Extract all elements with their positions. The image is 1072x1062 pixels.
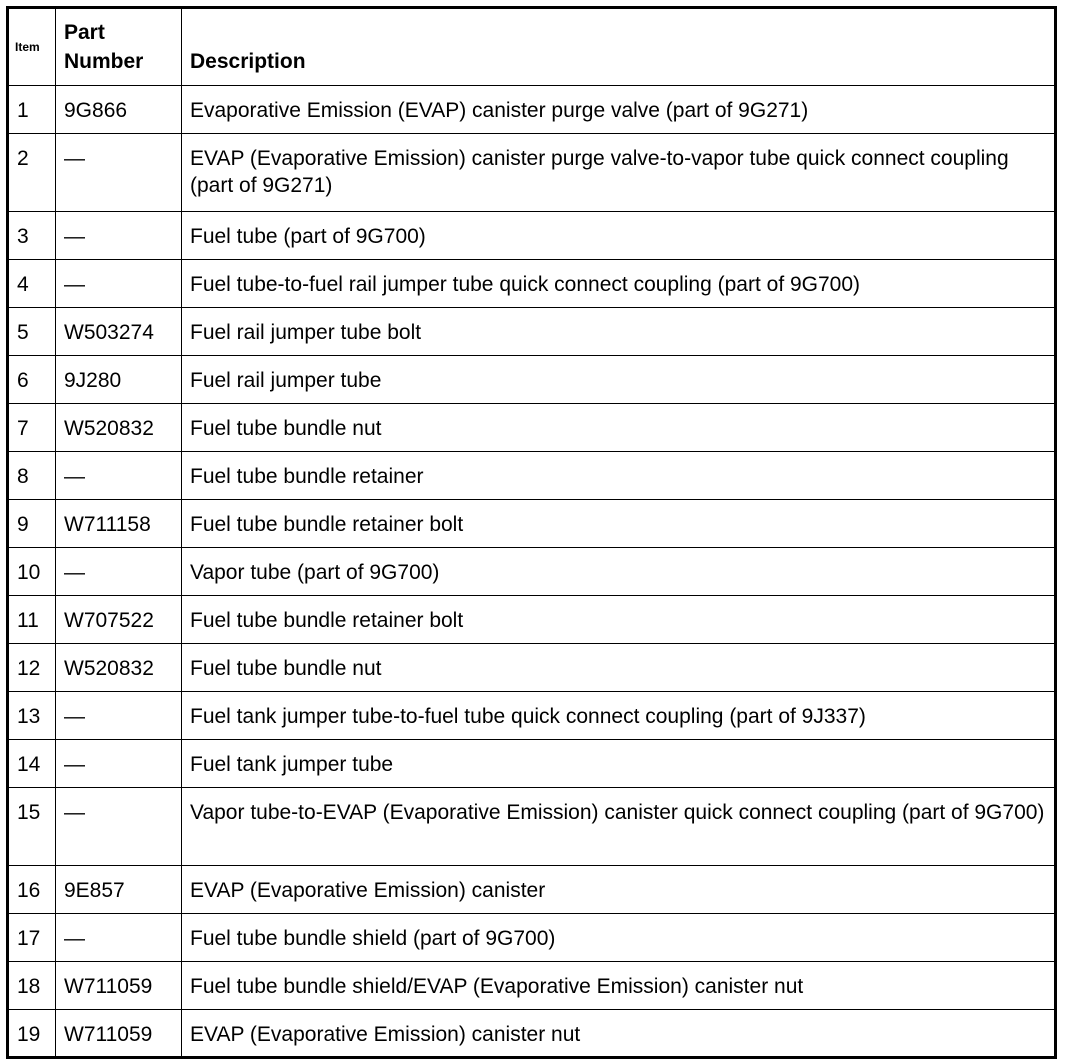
description-cell: Fuel tube bundle retainer bolt <box>182 500 1056 548</box>
item-cell: 12 <box>8 644 56 692</box>
table-row <box>8 866 1056 914</box>
description-cell: Fuel rail jumper tube bolt <box>182 308 1056 356</box>
part-number-cell: W520832 <box>56 644 182 692</box>
item-cell: 19 <box>8 1010 56 1058</box>
column-header-item: Item <box>8 8 56 86</box>
description-cell: EVAP (Evaporative Emission) canister <box>182 866 1056 914</box>
part-number-cell: 9J280 <box>56 356 182 404</box>
table-row <box>8 212 1056 260</box>
part-number-cell: 9E857 <box>56 866 182 914</box>
item-cell: 14 <box>8 740 56 788</box>
table-body <box>8 86 1056 1058</box>
description-cell: EVAP (Evaporative Emission) canister purge valve-to-vapor tube quick connect coupling (part of 9G271) <box>182 134 1056 212</box>
description-cell: Fuel tube bundle retainer bolt <box>182 596 1056 644</box>
table-row <box>8 914 1056 962</box>
table-row <box>8 452 1056 500</box>
part-number-cell: W707522 <box>56 596 182 644</box>
description-cell: Fuel tube bundle nut <box>182 404 1056 452</box>
part-number-cell: W711158 <box>56 500 182 548</box>
item-cell: 5 <box>8 308 56 356</box>
part-number-cell: — <box>56 260 182 308</box>
part-number-cell: W711059 <box>56 1010 182 1058</box>
part-number-cell: W520832 <box>56 404 182 452</box>
item-cell: 3 <box>8 212 56 260</box>
description-cell: EVAP (Evaporative Emission) canister nut <box>182 1010 1056 1058</box>
table-row <box>8 356 1056 404</box>
item-cell: 6 <box>8 356 56 404</box>
table-row <box>8 692 1056 740</box>
table-row <box>8 596 1056 644</box>
table-row <box>8 740 1056 788</box>
item-cell: 11 <box>8 596 56 644</box>
item-cell: 17 <box>8 914 56 962</box>
item-cell: 9 <box>8 500 56 548</box>
item-cell: 18 <box>8 962 56 1010</box>
header-row <box>8 8 1056 86</box>
table-row <box>8 404 1056 452</box>
column-header-part-number: Part Number <box>56 8 182 86</box>
description-cell: Evaporative Emission (EVAP) canister purge valve (part of 9G271) <box>182 86 1056 134</box>
description-cell: Fuel tube bundle nut <box>182 644 1056 692</box>
table-row <box>8 86 1056 134</box>
part-number-cell: W503274 <box>56 308 182 356</box>
parts-table <box>6 6 1057 1059</box>
description-cell: Vapor tube (part of 9G700) <box>182 548 1056 596</box>
description-cell: Fuel tube bundle shield (part of 9G700) <box>182 914 1056 962</box>
item-cell: 2 <box>8 134 56 212</box>
part-number-cell: W711059 <box>56 962 182 1010</box>
item-cell: 4 <box>8 260 56 308</box>
item-cell: 7 <box>8 404 56 452</box>
description-cell: Fuel tank jumper tube-to-fuel tube quick connect coupling (part of 9J337) <box>182 692 1056 740</box>
description-cell: Fuel tube bundle shield/EVAP (Evaporative Emission) canister nut <box>182 962 1056 1010</box>
table-row <box>8 644 1056 692</box>
part-number-cell: — <box>56 548 182 596</box>
description-cell: Fuel tube (part of 9G700) <box>182 212 1056 260</box>
item-cell: 13 <box>8 692 56 740</box>
item-cell: 10 <box>8 548 56 596</box>
item-cell: 16 <box>8 866 56 914</box>
part-number-cell: — <box>56 134 182 212</box>
table-row <box>8 134 1056 212</box>
table-row <box>8 1010 1056 1058</box>
part-number-cell: — <box>56 692 182 740</box>
item-cell: 15 <box>8 788 56 866</box>
table-row <box>8 260 1056 308</box>
description-cell: Vapor tube-to-EVAP (Evaporative Emission) canister quick connect coupling (part of 9G700) <box>182 788 1056 866</box>
description-cell: Fuel tube-to-fuel rail jumper tube quick connect coupling (part of 9G700) <box>182 260 1056 308</box>
table-row <box>8 548 1056 596</box>
part-number-cell: — <box>56 788 182 866</box>
table-row <box>8 788 1056 866</box>
part-number-cell: — <box>56 914 182 962</box>
part-number-cell: — <box>56 212 182 260</box>
table-row <box>8 962 1056 1010</box>
part-number-cell: 9G866 <box>56 86 182 134</box>
description-cell: Fuel tank jumper tube <box>182 740 1056 788</box>
item-cell: 1 <box>8 86 56 134</box>
column-header-description: Description <box>182 8 1056 86</box>
part-number-cell: — <box>56 452 182 500</box>
description-cell: Fuel tube bundle retainer <box>182 452 1056 500</box>
table-row <box>8 308 1056 356</box>
part-number-cell: — <box>56 740 182 788</box>
table-row <box>8 500 1056 548</box>
description-cell: Fuel rail jumper tube <box>182 356 1056 404</box>
item-cell: 8 <box>8 452 56 500</box>
